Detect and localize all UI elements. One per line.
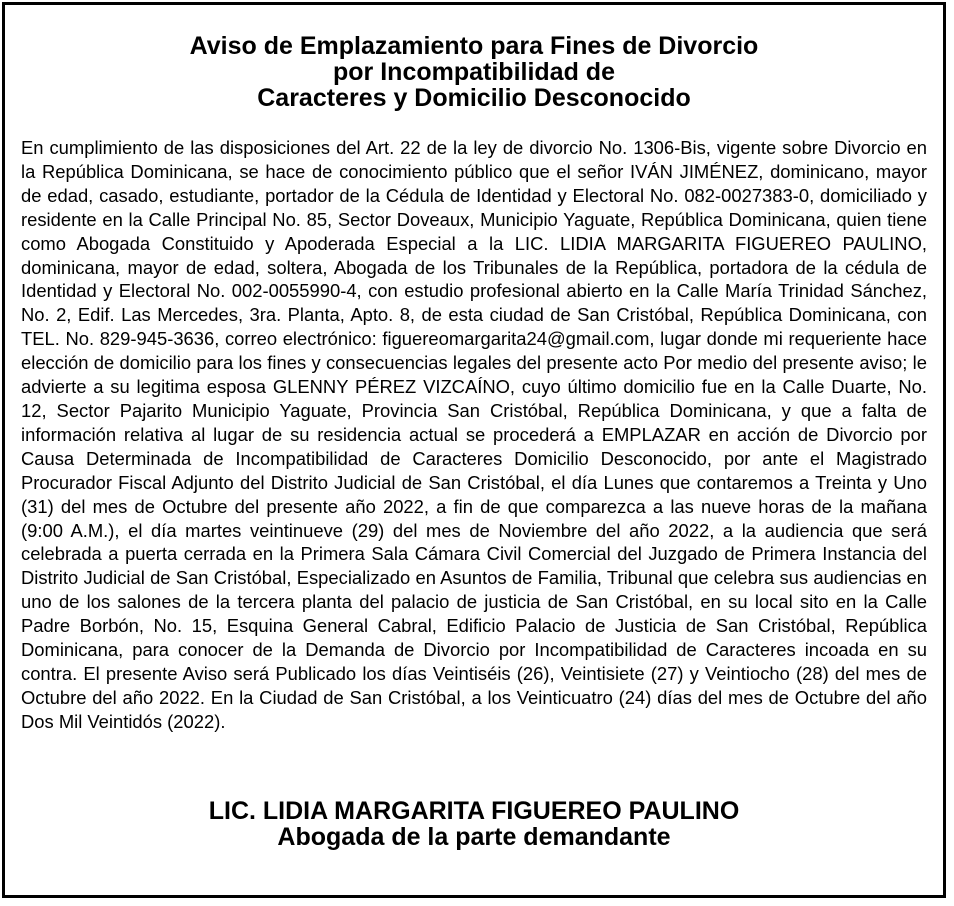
- signature-name: LIC. LIDIA MARGARITA FIGUEREO PAULINO: [208, 797, 740, 825]
- signature-block: [5, 798, 943, 850]
- signature-role: Abogada de la parte demandante: [277, 823, 671, 851]
- title-line-3: Caracteres y Domicilio Desconocido: [257, 84, 691, 112]
- title-line-1: Aviso de Emplazamiento para Fines de Divorcio: [189, 32, 759, 60]
- notice-title: [5, 33, 943, 111]
- notice-body: En cumplimiento de las disposiciones del Art. 22 de la ley de divorcio No. 1306-Bis, vigente sobre Divorcio en la República Dominicana, se hace de conocimiento público que el señor IVÁN JIMÉNEZ, dominicano, mayor de edad, casado, estudiante, portador de la Cédula de Identidad y Electoral No. 082-0027383-0, domiciliado y residente en la Calle Principal No. 85, Sector Doveaux, Municipio Yaguate, República Dominicana, quien tiene como Abogada Constituido y Apoderada Especial a la LIC. LIDIA MARGARITA FIGUEREO PAULINO, dominicana, mayor de edad, soltera, Abogada de los Tribunales de la República, portadora de la cédula de Identidad y Electoral No. 002-0055990-4, con estudio profesional abierto en la Calle María Trinidad Sánchez, No. 2, Edif. Las Mercedes, 3ra. Planta, Apto. 8, de esta ciudad de San Cristóbal, República Dominicana, con TEL. No. 829-945-3636, correo electrónico: figuereomargarita24@gmail.com, lugar donde mi requeriente hace elección de domicilio para los fines y consecuencias legales del presente acto Por medio del presente aviso; le advierte a su legitima esposa GLENNY PÉREZ VIZCAÍNO, cuyo último domicilio fue en la Calle Duarte, No. 12, Sector Pajarito Municipio Yaguate, Provincia San Cristóbal, República Dominicana, y que a falta de información relativa al lugar de su residencia actual se procederá a EMPLAZAR en acción de Divorcio por Causa Determinada de Incompatibilidad de Caracteres Domicilio Desconocido, por ante el Magistrado Procurador Fiscal Adjunto del Distrito Judicial de San Cristóbal, el día Lunes que contaremos a Treinta y Uno (31) del mes de Octubre del presente año 2022, a fin de que comparezca a las nueve horas de la mañana (9:00 A.M.), el día martes veintinueve (29) del mes de Noviembre del año 2022, a la audiencia que será celebrada a puerta cerrada en la Primera Sala Cámara Civil Comercial del Juzgado de Primera Instancia del Distrito Judicial de San Cristóbal, Especializado en Asuntos de Familia, Tribunal que celebra sus audiencias en uno de los salones de la tercera planta del palacio de justicia de San Cristóbal, en su local sito en la Calle Padre Borbón, No. 15, Esquina General Cabral, Edificio Palacio de Justicia de San Cristóbal, República Dominicana, para conocer de la Demanda de Divorcio por Incompatibilidad de Caracteres incoada en su contra. El presente Aviso será Publicado los días Veintiséis (26), Veintisiete (27) y Veintiocho (28) del mes de Octubre del año 2022. En la Ciudad de San Cristóbal, a los Veinticuatro (24) días del mes de Octubre del año Dos Mil Veintidós (2022).: [21, 137, 927, 732]
- title-line-2: por Incompatibilidad de: [333, 58, 615, 86]
- legal-notice: [2, 2, 946, 898]
